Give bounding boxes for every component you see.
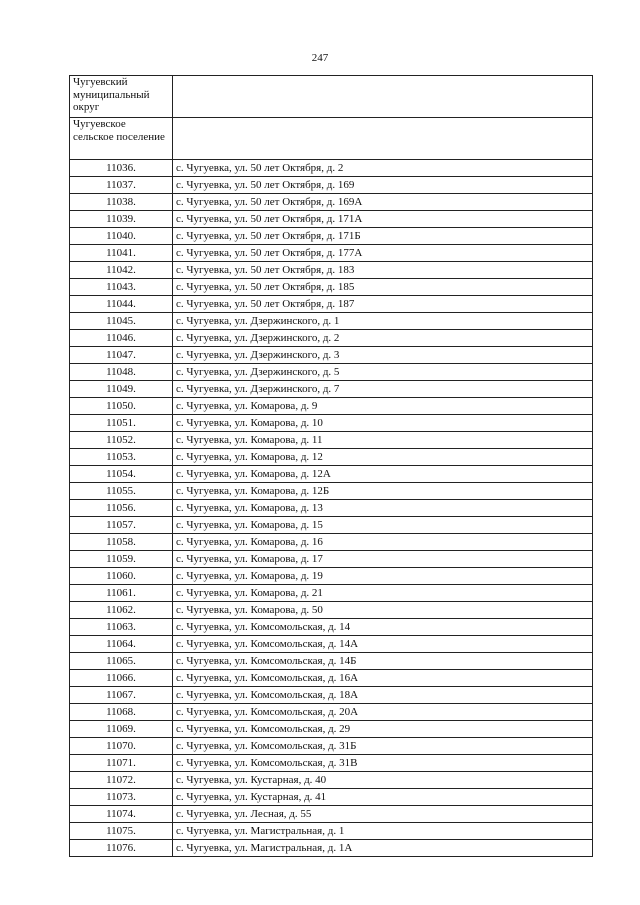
table-row bbox=[70, 500, 593, 517]
row-address: с. Чугуевка, ул. Комарова, д. 16 bbox=[173, 534, 593, 551]
row-address: с. Чугуевка, ул. Дзержинского, д. 3 bbox=[173, 347, 593, 364]
table-row bbox=[70, 551, 593, 568]
row-number: 11052. bbox=[70, 432, 173, 449]
row-address: с. Чугуевка, ул. Комсомольская, д. 29 bbox=[173, 721, 593, 738]
row-address: с. Чугуевка, ул. Комарова, д. 12 bbox=[173, 449, 593, 466]
row-number: 11062. bbox=[70, 602, 173, 619]
settlement-value bbox=[173, 118, 593, 160]
table-row bbox=[70, 432, 593, 449]
row-number: 11057. bbox=[70, 517, 173, 534]
row-number: 11070. bbox=[70, 738, 173, 755]
table-row bbox=[70, 381, 593, 398]
table-row bbox=[70, 653, 593, 670]
row-number: 11073. bbox=[70, 789, 173, 806]
row-number: 11038. bbox=[70, 194, 173, 211]
table-row bbox=[70, 415, 593, 432]
row-address: с. Чугуевка, ул. Комсомольская, д. 16А bbox=[173, 670, 593, 687]
table-row bbox=[70, 670, 593, 687]
municipal-district-value bbox=[173, 76, 593, 118]
row-number: 11067. bbox=[70, 687, 173, 704]
row-number: 11039. bbox=[70, 211, 173, 228]
row-address: с. Чугуевка, ул. 50 лет Октября, д. 183 bbox=[173, 262, 593, 279]
table-row bbox=[70, 704, 593, 721]
table-row bbox=[70, 840, 593, 857]
row-number: 11068. bbox=[70, 704, 173, 721]
row-number: 11041. bbox=[70, 245, 173, 262]
row-address: с. Чугуевка, ул. Кустарная, д. 40 bbox=[173, 772, 593, 789]
row-number: 11050. bbox=[70, 398, 173, 415]
municipal-district-row bbox=[70, 76, 593, 118]
row-address: с. Чугуевка, ул. Дзержинского, д. 2 bbox=[173, 330, 593, 347]
row-address: с. Чугуевка, ул. Дзержинского, д. 5 bbox=[173, 364, 593, 381]
row-address: с. Чугуевка, ул. 50 лет Октября, д. 171Б bbox=[173, 228, 593, 245]
table-row bbox=[70, 602, 593, 619]
table-row bbox=[70, 687, 593, 704]
row-address: с. Чугуевка, ул. 50 лет Октября, д. 171А bbox=[173, 211, 593, 228]
row-address: с. Чугуевка, ул. Комсомольская, д. 20А bbox=[173, 704, 593, 721]
table-row bbox=[70, 517, 593, 534]
table-row bbox=[70, 772, 593, 789]
row-address: с. Чугуевка, ул. Комсомольская, д. 18А bbox=[173, 687, 593, 704]
table-row bbox=[70, 789, 593, 806]
table-row bbox=[70, 279, 593, 296]
table-row bbox=[70, 466, 593, 483]
table-row bbox=[70, 568, 593, 585]
row-number: 11047. bbox=[70, 347, 173, 364]
row-number: 11046. bbox=[70, 330, 173, 347]
row-number: 11061. bbox=[70, 585, 173, 602]
page-number: 247 bbox=[311, 52, 329, 64]
table-row bbox=[70, 823, 593, 840]
row-address: с. Чугуевка, ул. Комсомольская, д. 31Б bbox=[173, 738, 593, 755]
table-row bbox=[70, 228, 593, 245]
row-address: с. Чугуевка, ул. Комарова, д. 15 bbox=[173, 517, 593, 534]
row-number: 11071. bbox=[70, 755, 173, 772]
row-address: с. Чугуевка, ул. 50 лет Октября, д. 2 bbox=[173, 160, 593, 177]
row-address: с. Чугуевка, ул. Дзержинского, д. 1 bbox=[173, 313, 593, 330]
row-number: 11074. bbox=[70, 806, 173, 823]
row-address: с. Чугуевка, ул. Комсомольская, д. 14 bbox=[173, 619, 593, 636]
row-number: 11063. bbox=[70, 619, 173, 636]
table-row bbox=[70, 194, 593, 211]
row-number: 11043. bbox=[70, 279, 173, 296]
row-number: 11045. bbox=[70, 313, 173, 330]
row-number: 11042. bbox=[70, 262, 173, 279]
row-address: с. Чугуевка, ул. 50 лет Октября, д. 185 bbox=[173, 279, 593, 296]
row-number: 11059. bbox=[70, 551, 173, 568]
municipal-district-label: Чугуевский муниципальный округ bbox=[70, 76, 173, 118]
table-row bbox=[70, 738, 593, 755]
row-address: с. Чугуевка, ул. Комарова, д. 17 bbox=[173, 551, 593, 568]
table-body bbox=[70, 76, 593, 857]
row-number: 11055. bbox=[70, 483, 173, 500]
table-row bbox=[70, 211, 593, 228]
row-address: с. Чугуевка, ул. Комарова, д. 11 bbox=[173, 432, 593, 449]
row-number: 11054. bbox=[70, 466, 173, 483]
row-number: 11040. bbox=[70, 228, 173, 245]
table-row bbox=[70, 177, 593, 194]
row-address: с. Чугуевка, ул. Комсомольская, д. 14Б bbox=[173, 653, 593, 670]
table-row bbox=[70, 160, 593, 177]
row-number: 11048. bbox=[70, 364, 173, 381]
row-address: с. Чугуевка, ул. 50 лет Октября, д. 177А bbox=[173, 245, 593, 262]
row-address: с. Чугуевка, ул. Комарова, д. 13 bbox=[173, 500, 593, 517]
address-register-table bbox=[69, 75, 593, 857]
table-row bbox=[70, 398, 593, 415]
table-row bbox=[70, 245, 593, 262]
row-number: 11049. bbox=[70, 381, 173, 398]
row-address: с. Чугуевка, ул. Комарова, д. 19 bbox=[173, 568, 593, 585]
table-row bbox=[70, 755, 593, 772]
row-address: с. Чугуевка, ул. Дзержинского, д. 7 bbox=[173, 381, 593, 398]
row-number: 11044. bbox=[70, 296, 173, 313]
row-address: с. Чугуевка, ул. Магистральная, д. 1 bbox=[173, 823, 593, 840]
table-row bbox=[70, 636, 593, 653]
row-address: с. Чугуевка, ул. 50 лет Октября, д. 187 bbox=[173, 296, 593, 313]
row-number: 11064. bbox=[70, 636, 173, 653]
row-number: 11058. bbox=[70, 534, 173, 551]
row-address: с. Чугуевка, ул. Комарова, д. 50 bbox=[173, 602, 593, 619]
row-address: с. Чугуевка, ул. Комсомольская, д. 14А bbox=[173, 636, 593, 653]
row-number: 11072. bbox=[70, 772, 173, 789]
table-row bbox=[70, 721, 593, 738]
row-address: с. Чугуевка, ул. 50 лет Октября, д. 169А bbox=[173, 194, 593, 211]
row-number: 11069. bbox=[70, 721, 173, 738]
table-row bbox=[70, 313, 593, 330]
table-row bbox=[70, 296, 593, 313]
row-number: 11053. bbox=[70, 449, 173, 466]
row-address: с. Чугуевка, ул. 50 лет Октября, д. 169 bbox=[173, 177, 593, 194]
table-row bbox=[70, 262, 593, 279]
table-row bbox=[70, 806, 593, 823]
table-row bbox=[70, 347, 593, 364]
table-row bbox=[70, 449, 593, 466]
row-number: 11066. bbox=[70, 670, 173, 687]
row-number: 11036. bbox=[70, 160, 173, 177]
table-row bbox=[70, 483, 593, 500]
table-row bbox=[70, 534, 593, 551]
settlement-row bbox=[70, 118, 593, 160]
row-address: с. Чугуевка, ул. Магистральная, д. 1А bbox=[173, 840, 593, 857]
row-number: 11037. bbox=[70, 177, 173, 194]
table-row bbox=[70, 364, 593, 381]
row-number: 11060. bbox=[70, 568, 173, 585]
table-row bbox=[70, 619, 593, 636]
row-address: с. Чугуевка, ул. Комарова, д. 21 bbox=[173, 585, 593, 602]
row-number: 11051. bbox=[70, 415, 173, 432]
row-address: с. Чугуевка, ул. Комарова, д. 10 bbox=[173, 415, 593, 432]
row-number: 11065. bbox=[70, 653, 173, 670]
row-number: 11076. bbox=[70, 840, 173, 857]
table-row bbox=[70, 585, 593, 602]
row-address: с. Чугуевка, ул. Комарова, д. 9 bbox=[173, 398, 593, 415]
settlement-label: Чугуевское сельское поселение bbox=[70, 118, 173, 160]
table-row bbox=[70, 330, 593, 347]
row-address: с. Чугуевка, ул. Лесная, д. 55 bbox=[173, 806, 593, 823]
row-address: с. Чугуевка, ул. Кустарная, д. 41 bbox=[173, 789, 593, 806]
row-address: с. Чугуевка, ул. Комарова, д. 12А bbox=[173, 466, 593, 483]
row-number: 11075. bbox=[70, 823, 173, 840]
row-number: 11056. bbox=[70, 500, 173, 517]
row-address: с. Чугуевка, ул. Комсомольская, д. 31В bbox=[173, 755, 593, 772]
row-address: с. Чугуевка, ул. Комарова, д. 12Б bbox=[173, 483, 593, 500]
